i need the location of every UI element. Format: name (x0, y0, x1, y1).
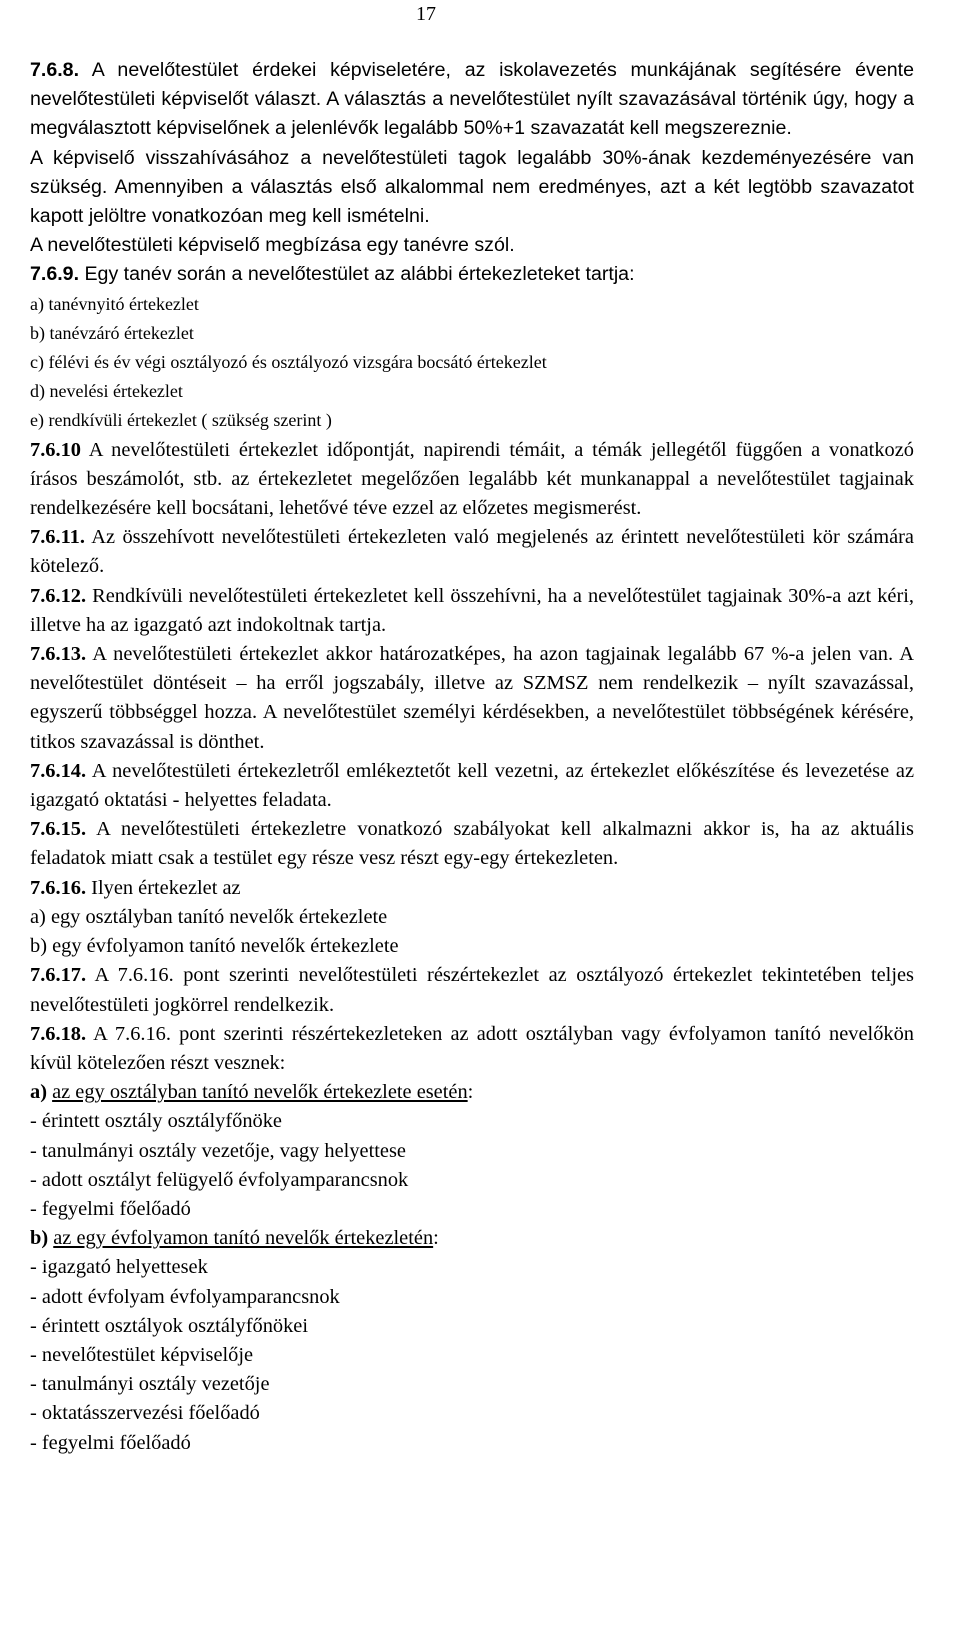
section-number: 7.6.18. (30, 1022, 87, 1045)
list-item: - nevelőtestület képviselője (30, 1343, 254, 1366)
section-7-6-8 (30, 56, 914, 144)
section-text: Egy tanév során a nevelőtestület az alábbi értekezleteket tartja: (79, 263, 635, 286)
list-item: - fegyelmi főelőadó (30, 1197, 191, 1220)
section-text: Rendkívüli nevelőtestületi értekezletet kell összehívni, ha a nevelőtestület tagjainak 30%-a azt kéri, illetve ha az igazgató azt indokoltnak tartja. (30, 584, 914, 636)
page-number: 17 (416, 3, 436, 25)
group-title: az egy évfolyamon tanító nevelők értekezletén (53, 1227, 434, 1250)
list-item: b) egy évfolyamon tanító nevelők értekezlete (30, 935, 399, 958)
list-item: - tanulmányi osztály vezetője, vagy helyettese (30, 1139, 406, 1162)
meeting-type-list (30, 290, 914, 436)
section-text: Az összehívott nevelőtestületi értekezleten való megjelenés az érintett nevelőtestületi kör számára kötelező. (30, 526, 914, 578)
group-colon: : (467, 1081, 474, 1104)
list-item: - fegyelmi főelőadó (30, 1431, 191, 1454)
section-number: 7.6.9. (30, 263, 80, 286)
list-item: - tanulmányi osztály vezetője (30, 1373, 270, 1396)
list-item: - oktatásszervezési főelőadó (30, 1402, 260, 1425)
section-7-6-11 (30, 523, 914, 581)
section-7-6-16 (30, 874, 914, 903)
document-body (30, 56, 914, 1458)
section-7-6-9 (30, 260, 914, 289)
section-text: A 7.6.16. pont szerinti nevelőtestületi részértekezlet az osztályozó értekezlet tekintetében teljes nevelőtestületi jogkörrel rendelkezik. (30, 964, 914, 1016)
section-number: 7.6.15. (30, 818, 87, 841)
section-number: 7.6.13. (30, 643, 87, 666)
section-text: Ilyen értekezlet az (86, 876, 241, 899)
section-text: A nevelőtestületi értekezletről emlékeztetőt kell vezetni, az értekezlet előkészítése és levezetése az igazgató oktatási - helyettes feladata. (30, 759, 914, 812)
section-number: 7.6.11. (30, 526, 85, 549)
section-7-6-18 (30, 1020, 914, 1078)
section-text: A nevelőtestületi értekezletre vonatkozó szabályokat kell alkalmazni akkor is, ha az aktuális feladatok miatt csak a testület egy része vesz részt egy-egy értekezleten. (30, 818, 914, 870)
participants-group-a (30, 1078, 914, 1224)
list-item: c) félévi és év végi osztályozó és osztályozó vizsgára bocsátó értekezlet (30, 352, 547, 373)
list-item: - érintett osztályok osztályfőnökei (30, 1314, 309, 1337)
section-text: A nevelőtestület érdekei képviseletére, az iskolavezetés munkájának segítésére évente nevelőtestületi képviselőt választ. A választás a nevelőtestület nyílt szavazásával történik úgy, hogy a megválasztott képviselőnek a jelenlévők legalább 50%+1 szavazatát kell megszereznie. (30, 59, 914, 140)
list-item: - adott osztályt felügyelő évfolyamparancsnok (30, 1168, 409, 1191)
section-7-6-12 (30, 582, 914, 640)
section-text: A nevelőtestületi értekezlet akkor határozatképes, ha azon tagjainak legalább 67 %-a jelen van. A nevelőtestület döntéseit – ha erről jogszabály, illetve az SZMSZ nem rendelkezik – nyílt szavazással, egyszerű többséggel hozza. A nevelőtestület személyi kérdésekben, a nevelőtestület többségének kérésére, titkos szavazással is dönthet. (30, 643, 914, 753)
section-7-6-17 (30, 961, 914, 1019)
section-number: 7.6.17. (30, 964, 87, 987)
group-title: az egy osztályban tanító nevelők értekezlete esetén (52, 1081, 468, 1104)
list-item: d) nevelési értekezlet (30, 381, 183, 402)
group-letter: a) (30, 1081, 47, 1104)
list-item: - adott évfolyam évfolyamparancsnok (30, 1285, 340, 1308)
list-item: b) tanévzáró értekezlet (30, 322, 194, 343)
section-number: 7.6.8. (30, 59, 80, 81)
section-7-6-10 (30, 436, 914, 524)
section-number: 7.6.14. (30, 759, 87, 782)
section-text: A nevelőtestületi értekezlet időpontját, napirendi témáit, a témák jellegétől függően a vonatkozó írásos beszámolót, stb. az értekezletet megelőzően legalább két munkanappal a nevelőtestület tagjainak rendelkezésére kell bocsátani, lehetővé téve ezzel az előzetes megismerést. (30, 438, 914, 520)
section-text: A 7.6.16. pont szerinti részértekezleteken az adott osztályban vagy évfolyamon tanító nevelőkön kívül kötelezően részt vesznek: (30, 1022, 914, 1074)
group-colon: : (433, 1227, 439, 1250)
section-7-6-8-paragraph-2: A képviselő visszahívásához a nevelőtestületi tagok legalább 30%-ának kezdeményezésére van szükség. Amennyiben a választás első alkalommal nem eredményes, azt a két legtöbb szavazatot kapott jelöltre vonatkozóan meg kell ismételni. (30, 146, 914, 228)
group-heading (30, 1078, 914, 1107)
list-item: - érintett osztály osztályfőnöke (30, 1110, 282, 1133)
list-item: a) tanévnyitó értekezlet (30, 293, 199, 314)
list-item: e) rendkívüli értekezlet ( szükség szerint ) (30, 410, 332, 431)
section-7-6-15 (30, 815, 914, 873)
section-number: 7.6.10 (30, 438, 81, 461)
section-7-6-14 (30, 757, 914, 815)
list-item: - igazgató helyettesek (30, 1256, 208, 1279)
section-number: 7.6.16. (30, 876, 87, 899)
participants-group-b (30, 1224, 914, 1458)
list-item: a) egy osztályban tanító nevelők értekezlete (30, 905, 388, 928)
group-heading (30, 1224, 914, 1253)
group-letter: b) (30, 1227, 49, 1250)
section-7-6-13 (30, 640, 914, 757)
section-number: 7.6.12. (30, 584, 87, 607)
partial-meeting-list (30, 903, 914, 961)
section-7-6-8-paragraph-3: A nevelőtestületi képviselő megbízása egy tanévre szól. (30, 234, 515, 257)
